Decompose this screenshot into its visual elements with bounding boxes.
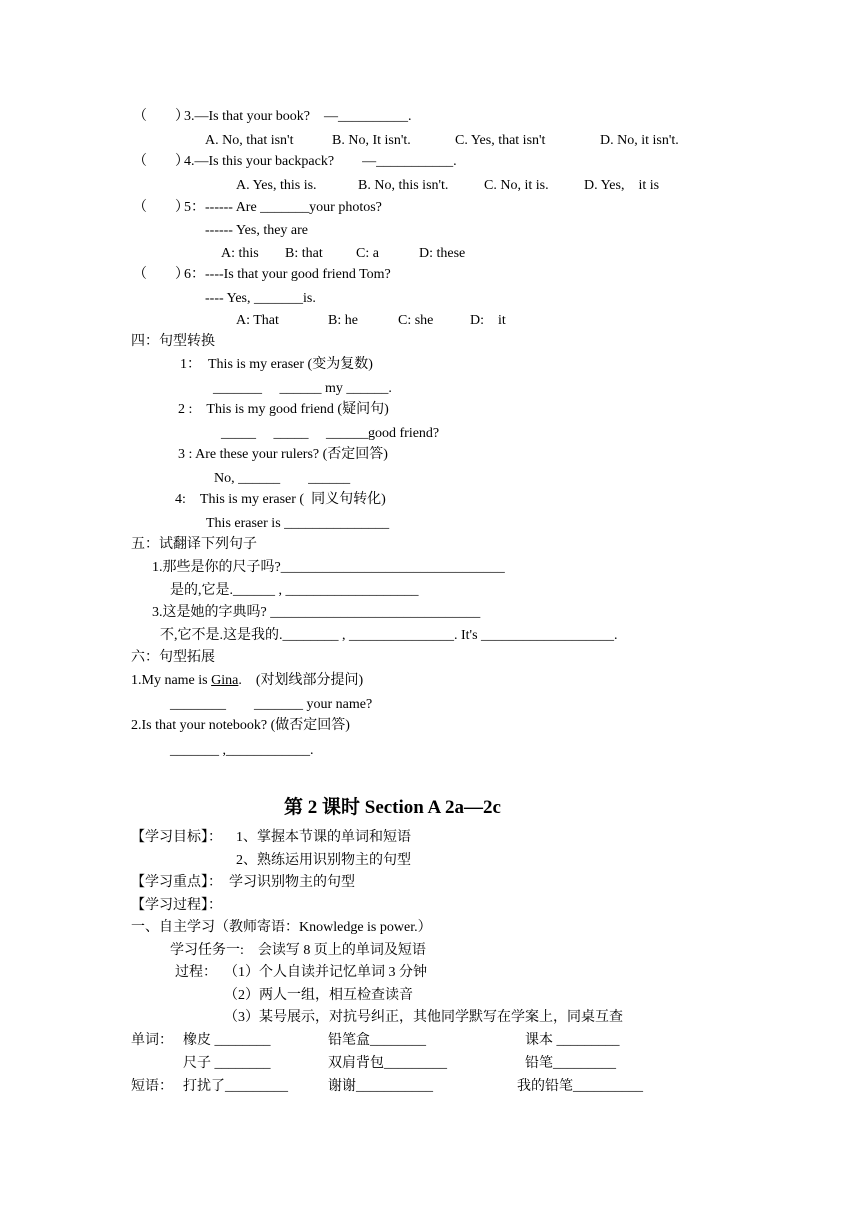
self-study-line: 一、自主学习（教师寄语：Knowledge is power.） (131, 920, 432, 935)
phrase-my-pencil: 我的铅笔__________ (517, 1079, 643, 1094)
section-4-heading: 四：句型转换 (131, 334, 215, 349)
translate-3-answer: 不,它不是.这是我的.________ , _______________. It's ___________________. (160, 628, 618, 643)
goal-2: 2、熟练运用识别物主的句型 (236, 853, 411, 868)
expand-1-prefix: 1.My name is (131, 673, 212, 688)
task-1-line: 学习任务一: 会读写 8 页上的单词及短语 (170, 943, 426, 958)
step-2: （2）两人一组，相互检查读音 (224, 988, 413, 1003)
q4-option-b: B. No, this isn't. (358, 178, 449, 193)
section-6-heading: 六：句型拓展 (131, 650, 215, 665)
q6-option-b: B: he (328, 313, 358, 328)
q5-stem-answer: ------ Yes, they are (205, 223, 309, 238)
word-pencil-box: 铅笔盒________ (328, 1033, 426, 1048)
q3-option-a: A. No, that isn't (205, 133, 294, 148)
expand-1-suffix: . (对划线部分提问) (238, 673, 364, 688)
expand-2-question: 2.Is that your notebook? (做否定回答) (131, 718, 350, 733)
q4-option-a: A. Yes, this is. (236, 178, 317, 193)
word-eraser: 橡皮 ________ (183, 1033, 271, 1048)
phrase-thank-you: 谢谢___________ (328, 1079, 433, 1094)
transform-3-answer: No, ______ ______ (214, 471, 351, 486)
translate-3-question: 3.这是她的字典吗? ______________________________ (152, 605, 481, 620)
step-1: （1）个人自读并记忆单词 3 分钟 (224, 965, 427, 980)
lesson-title: 第 2 课时 Section A 2a—2c (284, 797, 501, 818)
q3-option-b: B. No, It isn't. (332, 133, 411, 148)
q4-paren: （ ） (133, 154, 189, 169)
expand-1-question (131, 672, 363, 690)
q3-option-d: D. No, it isn't. (600, 133, 679, 148)
translate-1-question: 1.那些是你的尺子吗?________________________________ (152, 560, 505, 575)
phrases-label: 短语： (131, 1079, 173, 1094)
q6-option-c: C: she (398, 313, 434, 328)
word-backpack: 双肩背包_________ (328, 1056, 447, 1071)
q5-option-c: C: a (356, 246, 379, 261)
process-label: 【学习过程】： (131, 898, 222, 913)
q5-option-b: B: that (285, 246, 323, 261)
q3-stem: 3.—Is that your book? —__________. (184, 109, 412, 124)
q6-stem: 6：----Is that your good friend Tom? (184, 267, 391, 282)
word-ruler: 尺子 ________ (183, 1056, 271, 1071)
q6-option-d: D: it (470, 313, 506, 328)
transform-4-answer: This eraser is _______________ (206, 516, 390, 531)
q4-option-d: D. Yes, it is (584, 178, 660, 193)
q5-option-a: A: this (221, 246, 259, 261)
transform-1-answer: _______ ______ my ______. (213, 381, 392, 396)
q5-stem: 5：------ Are _______your photos? (184, 200, 382, 215)
transform-2-question: 2 : This is my good friend (疑问句) (178, 402, 389, 417)
word-textbook: 课本 _________ (525, 1033, 620, 1048)
q4-stem: 4.—Is this your backpack? —___________. (184, 154, 457, 169)
q6-paren: （ ） (133, 267, 189, 282)
transform-3-question: 3 : Are these your rulers? (否定回答) (178, 447, 388, 462)
q4-option-c: C. No, it is. (484, 178, 549, 193)
phrase-excuse-me: 打扰了_________ (183, 1079, 288, 1094)
q6-stem-answer: ---- Yes, _______is. (205, 291, 316, 306)
q3-paren: （ ） (133, 109, 189, 124)
word-pencil: 铅笔_________ (525, 1056, 616, 1071)
q5-option-d: D: these (419, 246, 466, 261)
expand-2-answer: _______ ,____________. (170, 743, 314, 758)
transform-2-answer: _____ _____ ______good friend? (221, 426, 440, 441)
section-5-heading: 五：试翻译下列句子 (131, 537, 257, 552)
q5-paren: （ ） (133, 200, 189, 215)
q3-option-c: C. Yes, that isn't (455, 133, 546, 148)
underlined-word: Gina (211, 673, 239, 688)
q6-option-a: A: That (236, 313, 279, 328)
step-3: （3）某号展示，对抗号纠正，其他同学默写在学案上，同桌互查 (224, 1010, 623, 1025)
focus-line: 【学习重点】： 学习识别物主的句型 (131, 875, 355, 890)
goal-1: 1、掌握本节课的单词和短语 (236, 830, 411, 845)
goal-label: 【学习目标】： (131, 830, 222, 845)
transform-4-question: 4: This is my eraser ( 同义句转化) (175, 492, 386, 507)
transform-1-question: 1： This is my eraser (变为复数) (180, 357, 373, 372)
process-steps-label: 过程： (175, 965, 217, 980)
expand-1-answer: ________ _______ your name? (170, 697, 373, 712)
translate-1-answer: 是的,它是.______ , ___________________ (170, 583, 419, 598)
words-label: 单词： (131, 1033, 173, 1048)
